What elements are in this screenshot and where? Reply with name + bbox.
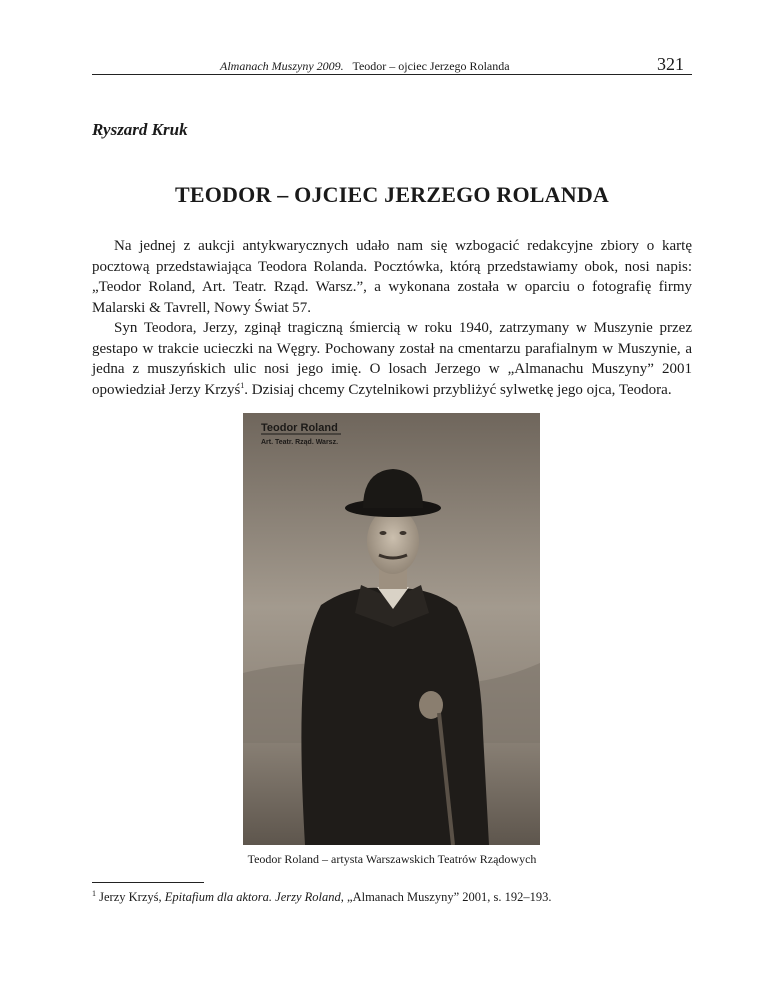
footnote-number: 1: [92, 888, 96, 898]
article-body: [92, 236, 692, 400]
paragraph-text-continued: . Dzisiaj chcemy Czytelnikowi przybliżyć sylwetkę jego ojca, Teodora.: [244, 381, 672, 398]
header-rule: [92, 74, 692, 75]
photo-caption: Teodor Roland – artysta Warszawskich Teatrów Rządowych: [247, 852, 537, 866]
footnote-work-title: Epitafium dla aktora. Jerzy Roland: [164, 890, 341, 904]
photo-inscription-subtitle: Art. Teatr. Rząd. Warsz.: [261, 439, 339, 446]
footnote-author: Jerzy Krzyś,: [99, 890, 162, 904]
paragraph: Na jednej z aukcji antykwarycznych udało nam się wzbogacić redakcyjne zbiory o kartę pocztową przedstawiająca Teodora Rolanda. Pocztówka, którą przedstawiamy obok, nosi napis: „Teodor Roland, Art. Teatr. Rząd. Warsz.”, a wykonana została w oparciu o fotografię firmy Malarski & Tavrell, Nowy Świat 57.: [92, 238, 692, 316]
paragraph-text: Syn Teodora, Jerzy, zginął tragiczną śmiercią w roku 1940, zatrzymany w Muszynie przez gestapo w trakcie ucieczki na Węgry. Pochowany został na cmentarzu parafialnym w Muszynie, a jedna z muszyńskich ulic nosi jego imię. O losach Jerzego w „Almanachu Muszyny” 2001 opowiedział Jerzy Krzyś: [92, 320, 692, 398]
article-author: Ryszard Kruk: [92, 120, 188, 139]
footnote-rest: , „Almanach Muszyny” 2001, s. 192–193.: [340, 890, 552, 904]
footnote-reference[interactable]: 1: [240, 380, 245, 390]
footnote-rule: [92, 882, 204, 883]
running-head-journal: Almanach Muszyny 2009.: [220, 59, 344, 73]
footnote: [92, 890, 552, 905]
page-number: 321: [657, 54, 684, 74]
paragraph: [92, 318, 692, 400]
running-head-article: Teodor – ojciec Jerzego Rolanda: [352, 59, 510, 73]
running-head: [92, 54, 692, 76]
photo-inscription-name: Teodor Roland: [261, 422, 338, 434]
article-title: TEODOR – OJCIEC JERZEGO ROLANDA: [174, 182, 610, 207]
postcard-photo: [243, 413, 540, 845]
running-head-text: [220, 59, 510, 74]
portrait-image: [243, 413, 540, 845]
